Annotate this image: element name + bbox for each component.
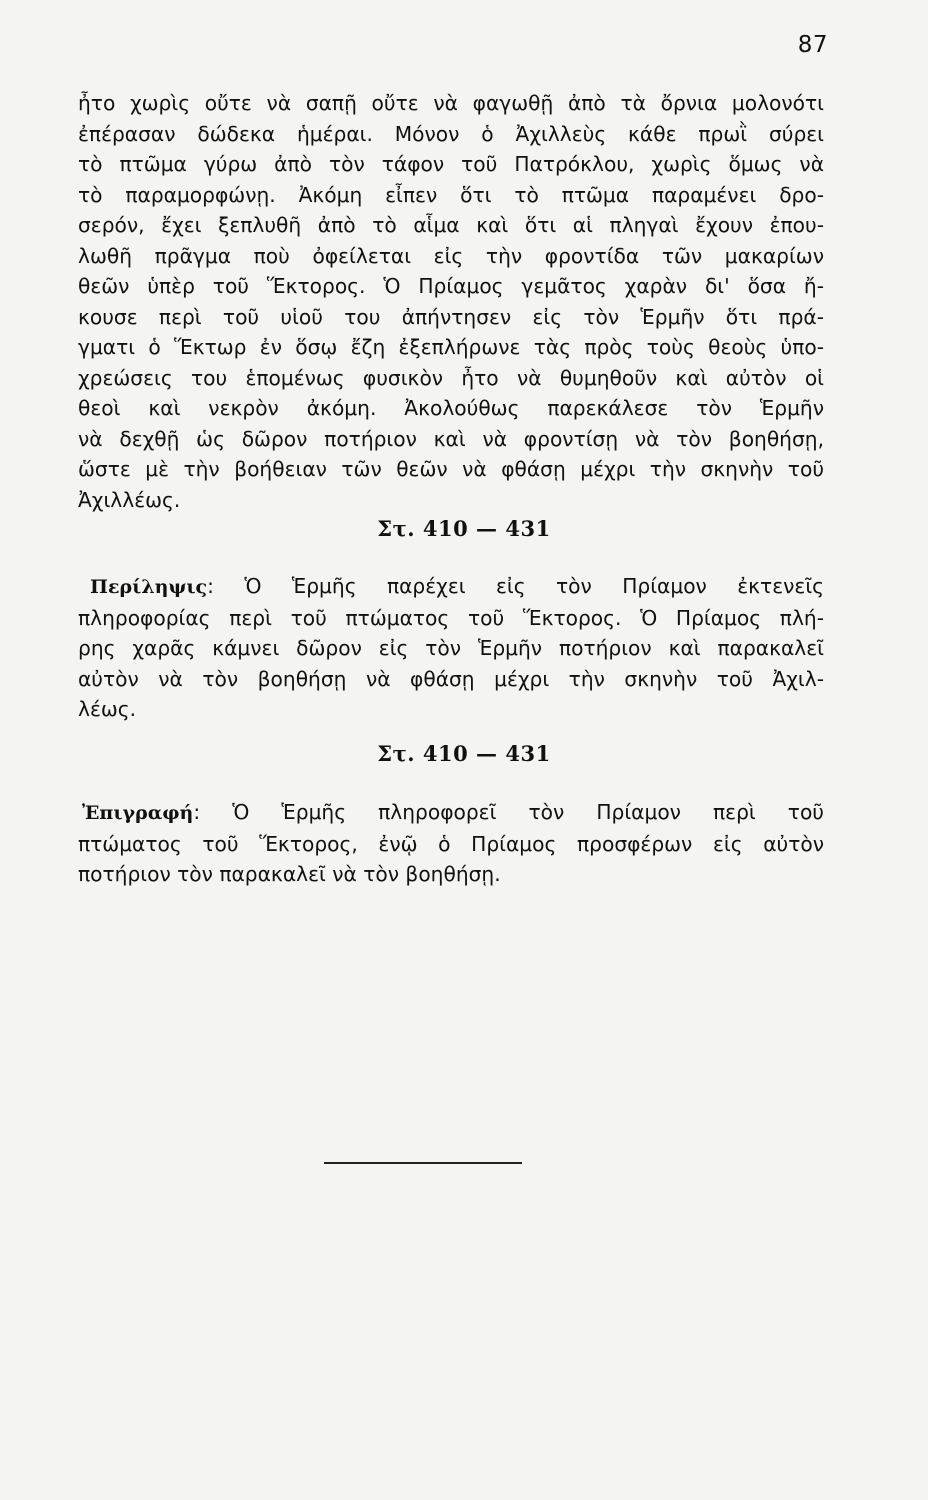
text-line: Ἀχιλλέως. bbox=[78, 487, 181, 512]
text-line: ὥστε μὲ τὴν βοήθειαν τῶν θεῶν νὰ φθάσῃ μέχρι τὴν σκηνὴν τοῦ bbox=[78, 457, 824, 481]
summary-first-line bbox=[78, 571, 824, 603]
text-line: αὐτὸν νὰ τὸν βοηθήσῃ νὰ φθάσῃ μέχρι τὴν σκηνὴν τοῦ Ἀχιλ- bbox=[78, 666, 824, 691]
text-line: ἦτο χωρὶς οὔτε νὰ σαπῇ οὔτε νὰ φαγωθῇ ἀπὸ τὰ ὄρνια μολονότι bbox=[78, 91, 824, 115]
text-line: πληροφορίας περὶ τοῦ πτώματος τοῦ Ἕκτορος. Ὁ Πρίαμος πλή- bbox=[78, 605, 824, 630]
inscription-label: Ἐπιγραφή bbox=[82, 802, 194, 824]
inscription-first-line bbox=[78, 797, 824, 829]
text-line: λέως. bbox=[78, 697, 137, 721]
text-line: ποτήριον τὸν παρακαλεῖ νὰ τὸν βοηθήσῃ. bbox=[78, 862, 501, 886]
page-number: 87 bbox=[797, 32, 828, 58]
text-line: νὰ δεχθῇ ὡς δῶρον ποτήριον καὶ νὰ φροντίσῃ νὰ τὸν βοηθήσῃ, bbox=[78, 426, 824, 451]
main-paragraph bbox=[78, 88, 824, 515]
text-line: κουσε περὶ τοῦ υἱοῦ του ἀπήντησεν εἰς τὸν Ἑρμῆν ὅτι πρά- bbox=[78, 304, 824, 329]
text-line: γματι ὁ Ἕκτωρ ἐν ὅσῳ ἔζη ἐξεπλήρωνε τὰς πρὸς τοὺς θεοὺς ὑπο- bbox=[78, 335, 824, 359]
divider-line bbox=[324, 1162, 522, 1164]
inscription-first-text: : Ὁ Ἑρμῆς πληροφορεῖ τὸν Πρίαμον περὶ τοῦ bbox=[193, 800, 824, 824]
text-line: θεῶν ὑπὲρ τοῦ Ἕκτορος. Ὁ Πρίαμος γεμᾶτος χαρὰν δι' ὅσα ἤ- bbox=[78, 274, 824, 298]
summary-block bbox=[78, 571, 824, 725]
text-line: ρης χαρᾶς κάμνει δῶρον εἰς τὸν Ἑρμῆν ποτήριον καὶ παρακαλεῖ bbox=[78, 636, 824, 660]
text-line: σερόν, ἔχει ξεπλυθῆ ἀπὸ τὸ αἷμα καὶ ὅτι αἱ πληγαὶ ἔχουν ἐπου- bbox=[78, 213, 824, 237]
text-line: πτώματος τοῦ Ἕκτορος, ἐνῷ ὁ Πρίαμος προσφέρων εἰς αὐτὸν bbox=[78, 831, 824, 856]
text-line: τὸ πτῶμα γύρω ἀπὸ τὸν τάφον τοῦ Πατρόκλου, χωρὶς ὅμως νὰ bbox=[78, 152, 824, 176]
inscription-block bbox=[78, 797, 824, 890]
section-heading-2: Στ. 410 — 431 bbox=[377, 741, 551, 766]
text-line: τὸ παραμορφώνῃ. Ἀκόμη εἶπεν ὅτι τὸ πτῶμα παραμένει δρο- bbox=[78, 182, 824, 207]
summary-label: Περίληψις bbox=[90, 576, 208, 598]
section-heading-1: Στ. 410 — 431 bbox=[377, 516, 551, 541]
text-line: χρεώσεις του ἑπομένως φυσικὸν ἦτο νὰ θυμηθοῦν καὶ αὐτὸν οἱ bbox=[78, 365, 824, 390]
text-line: λωθῆ πρᾶγμα ποὺ ὀφείλεται εἰς τὴν φροντίδα τῶν μακαρίων bbox=[78, 243, 824, 268]
summary-first-text: : Ὁ Ἑρμῆς παρέχει εἰς τὸν Πρίαμον ἐκτενεῖς bbox=[207, 574, 824, 598]
text-line: θεοὶ καὶ νεκρὸν ἀκόμη. Ἀκολούθως παρεκάλεσε τὸν Ἑρμῆν bbox=[78, 396, 824, 420]
text-line: ἐπέρασαν δώδεκα ἡμέραι. Μόνον ὁ Ἀχιλλεὺς κάθε πρωῒ σύρει bbox=[78, 121, 824, 146]
